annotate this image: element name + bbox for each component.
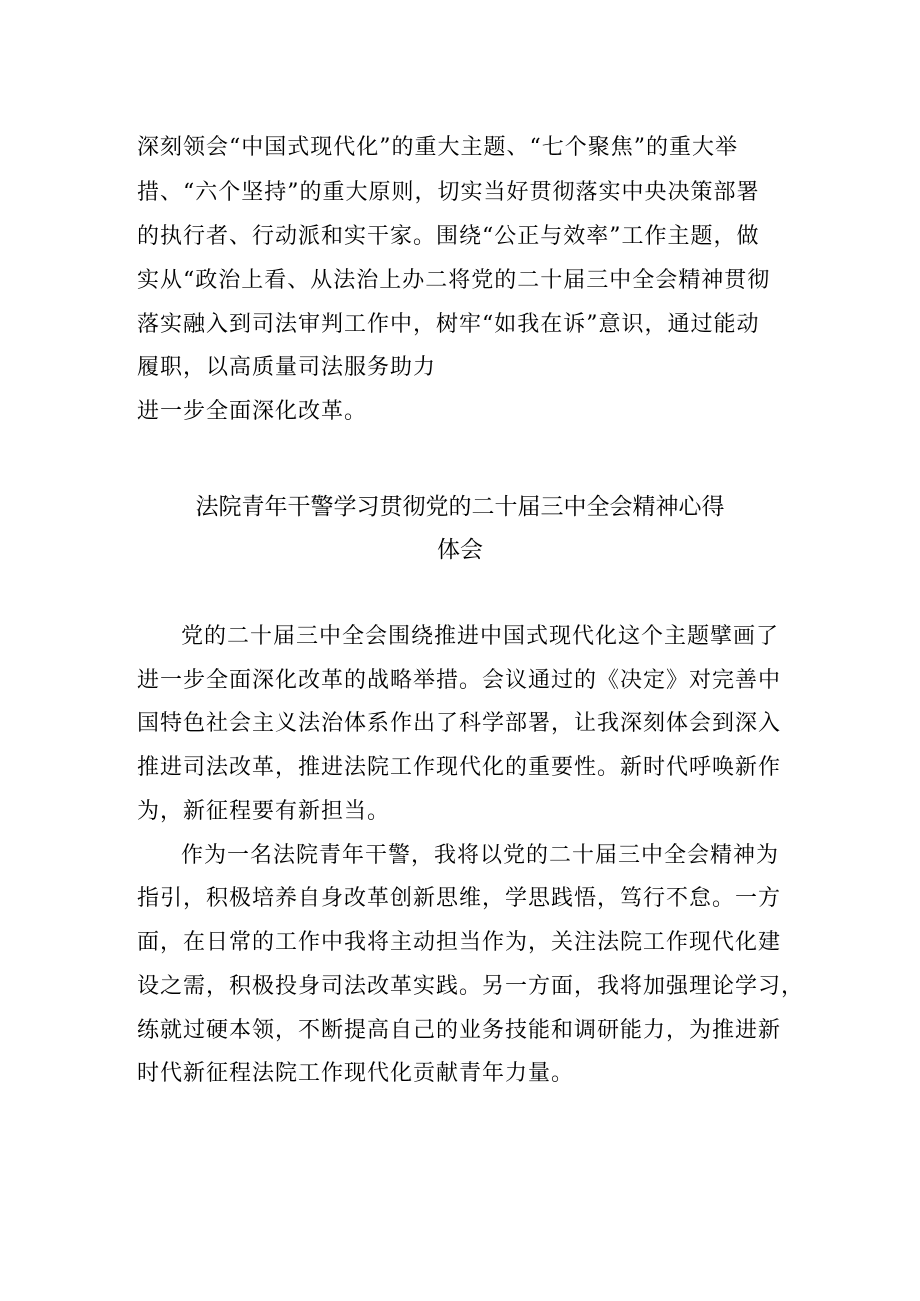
text-line: 进一步全面深化改革的战略举措。会议通过的《决定》对完善中 — [137, 668, 782, 693]
text-line: 练就过硬本领，不断提高自己的业务技能和调研能力，为推进新 — [137, 1018, 782, 1043]
title-line: 体会 — [437, 537, 483, 563]
text-line: 措、“六个坚持”的重大原则，切实当好贯彻落实中央决策部署 — [137, 180, 760, 205]
text-line: 进一步全面深化改革。 — [137, 399, 368, 424]
text-line: 落实融入到司法审判工作中，树牢“如我在诉”意识，通过能动 — [137, 312, 760, 337]
text-line: 为，新征程要有新担当。 — [137, 799, 391, 824]
text-line: 面，在日常的工作中我将主动担当作为，关注法院工作现代化建 — [137, 930, 782, 955]
text-line: 时代新征程法院工作现代化贡献青年力量。 — [137, 1061, 575, 1086]
text-line: 深刻领会“中国式现代化”的重大主题、“七个聚焦”的重大举 — [137, 135, 738, 160]
text-line: 履职，以高质量司法服务助力 — [137, 355, 437, 380]
text-line: 国特色社会主义法治体系作出了科学部署，让我深刻体会到深入 — [137, 711, 782, 736]
text-line: 的执行者、行动派和实干家。围绕“公正与效率”工作主题，做 — [137, 224, 760, 249]
text-line: 党的二十届三中全会围绕推进中国式现代化这个主题擘画了 — [181, 624, 780, 649]
title-line: 法院青年干警学习贯彻党的二十届三中全会精神心得 — [195, 494, 725, 520]
text-line: 指引，积极培养自身改革创新思维，学思践悟，笃行不怠。一方 — [137, 886, 782, 911]
text-line: 实从“政治上看、从法治上办二将党的二十届三中全会精神贯彻 — [137, 268, 771, 293]
text-line: 作为一名法院青年干警，我将以党的二十届三中全会精神为 — [181, 843, 780, 868]
text-line: 设之需，积极投身司法改革实践。另一方面，我将加强理论学习， — [137, 974, 805, 999]
text-line: 推进司法改革，推进法院工作现代化的重要性。新时代呼唤新作 — [137, 755, 782, 780]
